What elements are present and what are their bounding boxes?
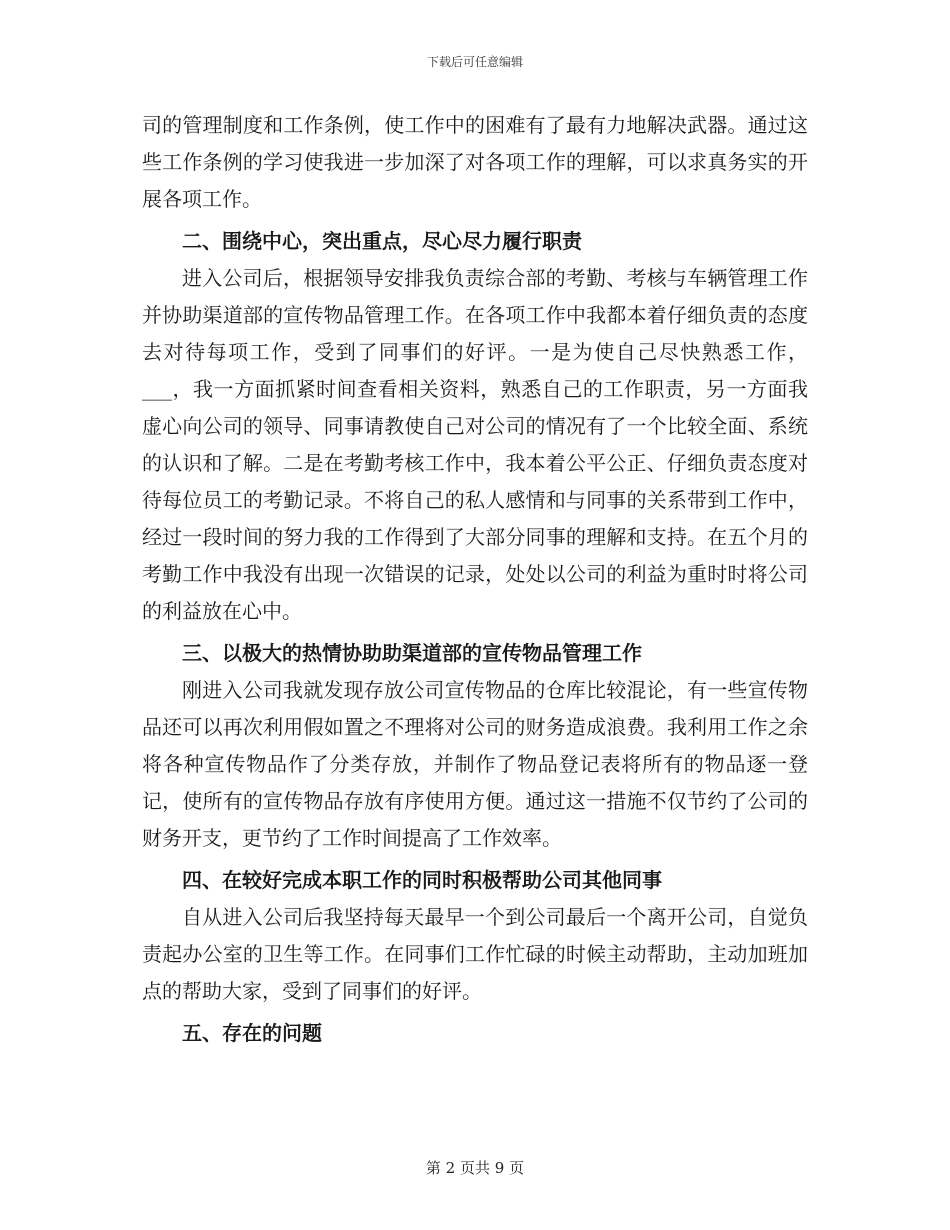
section-heading-5: 五、存在的问题: [182, 1021, 322, 1045]
section-heading-3: 三、以极大的热情协助助渠道部的宣传物品管理工作: [182, 641, 642, 665]
paragraph-section-3: 刚进入公司我就发现存放公司宣传物品的仓库比较混论，有一些宣传物品还可以再次利用假如置之不理将对公司的财务造成浪费。我利用工作之余将各种宣传物品作了分类存放，并制作了物品登记表将所有的物品逐一登记，使所有的宣传物品存放有序使用方便。通过这一措施不仅节约了公司的财务开支，更节约了工作时间提高了工作效率。: [142, 678, 808, 850]
paragraph-section-2: 进入公司后，根据领导安排我负责综合部的考勤、考核与车辆管理工作并协助渠道部的宣传物品管理工作。在各项工作中我都本着仔细负责的态度去对待每项工作，受到了同事们的好评。一是为使自己尽快熟悉工作，___，我一方面抓紧时间查看相关资料，熟悉自己的工作职责，另一方面我虚心向公司的领导、同事请教使自己对公司的情况有了一个比较全面、系统的认识和了解。二是在考勤考核工作中，我本着公平公正、仔细负责态度对待每位员工的考勤记录。不将自己的私人感情和与同事的关系带到工作中，经过一段时间的努力我的工作得到了大部分同事的理解和支持。在五个月的考勤工作中我没有出现一次错误的记录，处处以公司的利益为重时时将公司的利益放在心中。: [142, 266, 808, 623]
document-body: [142, 107, 808, 1052]
paragraph-section-4: 自从进入公司后我坚持每天最早一个到公司最后一个离开公司，自觉负责起办公室的卫生等工作。在同事们工作忙碌的时候主动帮助，主动加班加点的帮助大家，受到了同事们的好评。: [142, 905, 808, 1003]
page-header-note: 下载后可任意编辑: [426, 55, 523, 69]
page-number: 第 2 页共 9 页: [425, 1159, 525, 1177]
paragraph-continued: 司的管理制度和工作条例，使工作中的困难有了最有力地解决武器。通过这些工作条例的学习使我进一步加深了对各项工作的理解，可以求真务实的开展各项工作。: [142, 113, 808, 211]
section-heading-4: 四、在较好完成本职工作的同时积极帮助公司其他同事: [182, 868, 662, 892]
section-heading-2: 二、围绕中心，突出重点，尽心尽力履行职责: [182, 229, 582, 253]
